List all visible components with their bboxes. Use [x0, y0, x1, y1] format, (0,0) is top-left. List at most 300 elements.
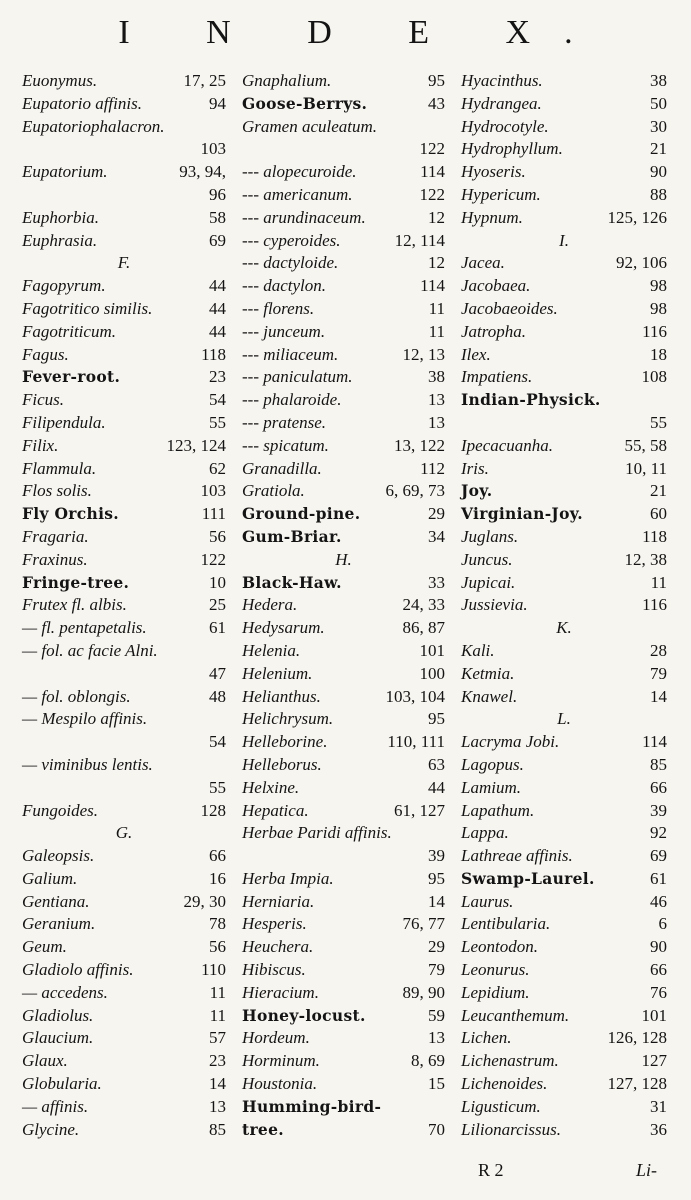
index-entry [242, 480, 445, 503]
index-entry [461, 458, 667, 481]
entry-term: Ligusticum. [461, 1096, 541, 1116]
entry-term: Lichen. [461, 1028, 512, 1048]
index-entry [22, 640, 226, 663]
entry-term: Jupicai. [461, 572, 516, 592]
entry-pages: 114 [420, 162, 445, 182]
entry-pages: 44 [209, 298, 226, 318]
entry-term: Heuchera. [242, 937, 314, 957]
index-entry [242, 298, 445, 321]
index-entry [22, 845, 226, 868]
index-entry [22, 116, 226, 139]
index-entry [461, 936, 667, 959]
entry-pages: 12, 13 [402, 344, 445, 364]
entry-term: Ilex. [461, 344, 491, 364]
entry-pages: 66 [209, 846, 226, 866]
entry-pages: 92, 106 [616, 253, 667, 273]
entry-pages: 11 [209, 1005, 226, 1025]
entry-pages: 66 [650, 777, 667, 797]
entry-term: Leontodon. [461, 937, 538, 957]
entry-pages: 55 [209, 777, 226, 797]
index-entry [461, 503, 667, 526]
index-entry [22, 138, 226, 161]
entry-pages: 56 [209, 937, 226, 957]
index-entry [461, 549, 667, 572]
entry-pages: 128 [200, 800, 226, 820]
entry-pages: 95 [428, 71, 445, 90]
entry-term: Hypnum. [461, 207, 523, 227]
index-entry [242, 230, 445, 253]
entry-term: Indian-Physick. [461, 390, 601, 410]
index-entry [22, 1096, 226, 1119]
entry-term: Lilionarcissus. [461, 1119, 561, 1139]
index-entry [461, 800, 667, 823]
entry-term: — fol. ac facie Alni. [22, 640, 158, 660]
entry-term: Iris. [461, 458, 489, 478]
index-entry [22, 93, 226, 116]
index-entry [22, 936, 226, 959]
entry-pages: 38 [650, 71, 667, 90]
entry-pages: 118 [642, 526, 667, 546]
entry-pages: 96 [209, 184, 226, 204]
entry-term: --- arundinaceum. [242, 207, 366, 227]
entry-pages: 66 [650, 960, 667, 980]
entry-term: --- dactylon. [242, 276, 327, 296]
index-entry [242, 754, 445, 777]
entry-pages: 127 [641, 1051, 667, 1071]
entry-term: Laurus. [461, 891, 514, 911]
entry-pages: 76 [650, 982, 667, 1002]
entry-pages: 70 [428, 1119, 445, 1139]
entry-term: — fol. oblongis. [22, 686, 131, 706]
index-letter-heading [22, 252, 226, 275]
entry-pages: 90 [650, 162, 667, 182]
index-entry [242, 435, 445, 458]
entry-term: Filix. [22, 435, 59, 455]
index-entry [22, 298, 226, 321]
entry-pages: 23 [209, 1051, 226, 1071]
entry-pages: 61 [209, 618, 226, 638]
entry-term: Globularia. [22, 1074, 102, 1094]
entry-pages: 86, 87 [402, 618, 445, 638]
entry-term: Hedysarum. [242, 618, 325, 638]
entry-pages: 13 [428, 412, 445, 432]
entry-term: Fraxinus. [22, 549, 88, 569]
index-entry [242, 1096, 445, 1119]
entry-term: Jussievia. [461, 595, 528, 615]
entry-pages: 55, 58 [624, 435, 667, 455]
entry-pages: 44 [209, 276, 226, 296]
index-entry [461, 1005, 667, 1028]
index-entry [242, 70, 445, 93]
entry-term: Jacobaea. [461, 276, 531, 296]
index-entry [461, 366, 667, 389]
index-entry [22, 184, 226, 207]
index-entry [461, 412, 667, 435]
entry-pages: 55 [209, 412, 226, 432]
entry-pages: 46 [650, 891, 667, 911]
index-entry [242, 275, 445, 298]
index-column-1 [22, 70, 226, 1141]
entry-pages: 14 [428, 891, 445, 911]
index-entry [22, 891, 226, 914]
entry-term: Gentiana. [22, 891, 90, 911]
index-entry [242, 572, 445, 595]
index-entry [242, 868, 445, 891]
index-entry [22, 435, 226, 458]
index-entry [242, 503, 445, 526]
entry-term: Hesperis. [242, 914, 307, 934]
index-entry [242, 161, 445, 184]
entry-pages: 60 [650, 504, 667, 524]
entry-pages: 57 [209, 1028, 226, 1048]
index-entry [22, 549, 226, 572]
entry-term: Euphorbia. [22, 207, 99, 227]
entry-term: tree. [242, 1119, 284, 1139]
entry-term: Lamium. [461, 777, 521, 797]
entry-term: Honey-locust. [242, 1005, 366, 1025]
index-entry [22, 663, 226, 686]
entry-term: Helxine. [242, 777, 300, 797]
entry-pages: 122 [200, 549, 226, 569]
entry-pages: 79 [428, 960, 445, 980]
entry-term: Helleborus. [242, 754, 322, 774]
entry-pages: 38 [428, 367, 445, 387]
index-entry [22, 731, 226, 754]
index-entry [242, 800, 445, 823]
entry-term: Granadilla. [242, 458, 322, 478]
entry-term: Juncus. [461, 549, 513, 569]
entry-pages: 11 [428, 298, 445, 318]
entry-term: Frutex fl. albis. [22, 595, 127, 615]
page-title: I N D E X. [118, 14, 607, 51]
entry-pages: 111 [201, 504, 226, 524]
index-entry [461, 594, 667, 617]
entry-term: Euphrasia. [22, 230, 98, 250]
entry-pages: 112 [420, 458, 445, 478]
entry-pages: 14 [650, 686, 667, 706]
index-entry [461, 1050, 667, 1073]
entry-term: Glycine. [22, 1119, 80, 1139]
entry-pages: 127, 128 [607, 1074, 667, 1094]
index-entry [461, 686, 667, 709]
entry-pages: 110 [201, 960, 226, 980]
entry-pages: 31 [650, 1096, 667, 1116]
entry-pages: 29 [428, 937, 445, 957]
entry-term: Leonurus. [461, 960, 530, 980]
entry-pages: 17, 25 [183, 71, 226, 90]
index-entry [461, 298, 667, 321]
entry-term: Ketmia. [461, 663, 515, 683]
entry-pages: 116 [642, 595, 667, 615]
entry-pages: 39 [428, 846, 445, 866]
entry-term: L. [557, 709, 571, 729]
index-entry [242, 982, 445, 1005]
index-entry [461, 526, 667, 549]
entry-term: Ground-pine. [242, 504, 361, 524]
index-entry [242, 959, 445, 982]
entry-term: Jatropha. [461, 321, 527, 341]
entry-term: — fl. pentapetalis. [22, 618, 147, 638]
entry-term: — accedens. [22, 982, 108, 1002]
index-entry [461, 777, 667, 800]
entry-pages: 12 [428, 253, 445, 273]
index-entry [242, 1027, 445, 1050]
entry-term: Fragaria. [22, 526, 89, 546]
index-entry [461, 868, 667, 891]
entry-term: --- dactyloide. [242, 253, 339, 273]
entry-pages: 48 [209, 686, 226, 706]
index-entry [242, 822, 445, 845]
entry-pages: 103 [200, 481, 226, 501]
entry-term: Geranium. [22, 914, 96, 934]
entry-pages: 58 [209, 207, 226, 227]
entry-pages: 50 [650, 93, 667, 113]
entry-term: --- florens. [242, 298, 315, 318]
entry-pages: 103 [200, 139, 226, 159]
index-entry [461, 70, 667, 93]
index-entry [22, 754, 226, 777]
entry-term: Black-Haw. [242, 572, 342, 592]
entry-pages: 54 [209, 732, 226, 752]
entry-pages: 11 [650, 572, 667, 592]
entry-pages: 28 [650, 640, 667, 660]
entry-pages: 126, 128 [607, 1028, 667, 1048]
index-entry [22, 1050, 226, 1073]
entry-term: --- phalaroide. [242, 390, 342, 410]
entry-pages: 95 [428, 868, 445, 888]
index-entry [242, 777, 445, 800]
index-entry [242, 412, 445, 435]
entry-pages: 39 [650, 800, 667, 820]
entry-term: Galeopsis. [22, 846, 95, 866]
index-entry [242, 389, 445, 412]
entry-term: G. [115, 823, 133, 843]
index-entry [242, 1050, 445, 1073]
entry-term: Gnaphalium. [242, 71, 332, 90]
index-entry [22, 458, 226, 481]
index-entry [461, 435, 667, 458]
index-entry [461, 1027, 667, 1050]
entry-pages: 62 [209, 458, 226, 478]
entry-term: Eupatoriophalacron. [22, 116, 165, 136]
entry-term: Hyacinthus. [461, 71, 543, 90]
entry-pages: 33 [428, 572, 445, 592]
entry-pages: 44 [428, 777, 445, 797]
entry-pages: 78 [209, 914, 226, 934]
entry-term: Galium. [22, 868, 78, 888]
entry-term: Eupatorio affinis. [22, 93, 142, 113]
entry-term: Horminum. [242, 1051, 320, 1071]
entry-term: Goose-Berrys. [242, 93, 368, 113]
entry-term: Helichrysum. [242, 709, 334, 729]
entry-term: Fungoides. [22, 800, 99, 820]
entry-term: I. [559, 230, 569, 250]
index-entry [461, 480, 667, 503]
index-entry [22, 617, 226, 640]
index-entry [242, 594, 445, 617]
entry-term: Gum-Briar. [242, 526, 342, 546]
index-entry [22, 480, 226, 503]
entry-pages: 13 [209, 1096, 226, 1116]
entry-pages: 122 [419, 184, 445, 204]
entry-term: Helianthus. [242, 686, 321, 706]
entry-term: Hedera. [242, 595, 298, 615]
index-entry [461, 275, 667, 298]
entry-term: Lappa. [461, 823, 509, 843]
entry-term: — Mespilo affinis. [22, 709, 148, 729]
index-entry [461, 207, 667, 230]
entry-term: Lacryma Jobi. [461, 732, 560, 752]
entry-term: Jacea. [461, 253, 505, 273]
entry-pages: 24, 33 [402, 595, 445, 615]
index-entry [22, 572, 226, 595]
index-entry [461, 913, 667, 936]
signature-mark: R 2 [478, 1160, 504, 1180]
entry-pages: 29 [428, 504, 445, 524]
entry-pages: 21 [650, 481, 667, 501]
entry-term: Lentibularia. [461, 914, 551, 934]
entry-pages: 14 [209, 1074, 226, 1094]
index-entry [22, 1027, 226, 1050]
entry-pages: 116 [642, 321, 667, 341]
index-entry [461, 640, 667, 663]
index-entry [22, 868, 226, 891]
index-entry [22, 913, 226, 936]
entry-term: Hieracium. [242, 982, 319, 1002]
entry-term: Herba Impia. [242, 868, 334, 888]
index-entry [22, 777, 226, 800]
entry-pages: 12 [428, 207, 445, 227]
index-entry [461, 822, 667, 845]
entry-term: Gladiolo affinis. [22, 960, 134, 980]
entry-term: Herniaria. [242, 891, 315, 911]
index-entry [22, 503, 226, 526]
index-entry [461, 1073, 667, 1096]
entry-term: Swamp-Laurel. [461, 868, 595, 888]
index-column-3 [461, 70, 667, 1141]
entry-term: Lapathum. [461, 800, 535, 820]
index-entry [22, 207, 226, 230]
entry-pages: 122 [419, 139, 445, 159]
entry-term: Hydrocotyle. [461, 116, 549, 136]
index-entry [242, 116, 445, 139]
entry-pages: 15 [428, 1074, 445, 1094]
index-entry [242, 93, 445, 116]
entry-pages: 47 [209, 663, 226, 683]
index-entry [242, 252, 445, 275]
index-entry [461, 184, 667, 207]
entry-term: Ipecacuanha. [461, 435, 554, 455]
entry-pages: 21 [650, 139, 667, 159]
index-entry [22, 344, 226, 367]
entry-term: Fever-root. [22, 367, 121, 387]
entry-pages: 23 [209, 367, 226, 387]
entry-pages: 94 [209, 93, 226, 113]
entry-pages: 13 [428, 1028, 445, 1048]
index-entry [22, 1073, 226, 1096]
entry-term: Hordeum. [242, 1028, 310, 1048]
entry-term: Hydrangea. [461, 93, 542, 113]
entry-pages: 44 [209, 321, 226, 341]
entry-pages: 61 [650, 868, 667, 888]
entry-term: Lichenastrum. [461, 1051, 559, 1071]
entry-pages: 13 [428, 390, 445, 410]
index-entry [22, 800, 226, 823]
entry-term: Eupatorium. [22, 162, 108, 182]
entry-term: --- pratense. [242, 412, 327, 432]
entry-term: Gramen aculeatum. [242, 116, 378, 136]
entry-term: Joy. [461, 481, 493, 501]
index-entry [22, 686, 226, 709]
entry-pages: 59 [428, 1005, 445, 1025]
entry-pages: 8, 69 [411, 1051, 445, 1071]
entry-term: Fagus. [22, 344, 69, 364]
index-letter-heading [242, 549, 445, 572]
index-entry [461, 252, 667, 275]
entry-term: Fagopyrum. [22, 276, 106, 296]
entry-pages: 85 [650, 754, 667, 774]
index-entry [22, 959, 226, 982]
entry-term: Fringe-tree. [22, 572, 130, 592]
index-entry [242, 366, 445, 389]
index-entry [461, 389, 667, 412]
entry-pages: 85 [209, 1119, 226, 1139]
entry-term: Virginian-Joy. [461, 504, 583, 524]
entry-term: --- miliaceum. [242, 344, 339, 364]
entry-pages: 25 [209, 595, 226, 615]
index-entry [461, 93, 667, 116]
entry-pages: 114 [420, 276, 445, 296]
index-entry [242, 891, 445, 914]
index-entry [461, 161, 667, 184]
index-entry [242, 913, 445, 936]
entry-pages: 76, 77 [402, 914, 445, 934]
entry-term: --- junceum. [242, 321, 326, 341]
index-entry [22, 230, 226, 253]
entry-pages: 10, 11 [625, 458, 667, 478]
entry-pages: 11 [209, 982, 226, 1002]
entry-term: Ficus. [22, 390, 65, 410]
entry-pages: 92 [650, 823, 667, 843]
entry-term: Kali. [461, 640, 495, 660]
entry-pages: 90 [650, 937, 667, 957]
entry-term: Helleborine. [242, 732, 328, 752]
entry-term: Euonymus. [22, 71, 98, 90]
entry-pages: 16 [209, 868, 226, 888]
entry-term: Flos solis. [22, 481, 92, 501]
index-entry [22, 366, 226, 389]
entry-pages: 108 [641, 367, 667, 387]
entry-pages: 12, 114 [394, 230, 445, 250]
entry-pages: 43 [428, 93, 445, 113]
entry-term: Houstonia. [242, 1074, 318, 1094]
entry-term: --- cyperoides. [242, 230, 341, 250]
entry-pages: 98 [650, 298, 667, 318]
entry-term: --- paniculatum. [242, 367, 353, 387]
index-entry [242, 1073, 445, 1096]
index-entry [22, 708, 226, 731]
entry-term: Hydrophyllum. [461, 139, 563, 159]
entry-term: Humming-bird- [242, 1096, 382, 1116]
entry-term: Fagotriticum. [22, 321, 116, 341]
entry-pages: 6, 69, 73 [385, 481, 445, 501]
index-entry [22, 982, 226, 1005]
entry-term: Knawel. [461, 686, 518, 706]
index-entry [242, 731, 445, 754]
index-entry [242, 344, 445, 367]
index-letter-heading [461, 617, 667, 640]
index-entry [461, 754, 667, 777]
